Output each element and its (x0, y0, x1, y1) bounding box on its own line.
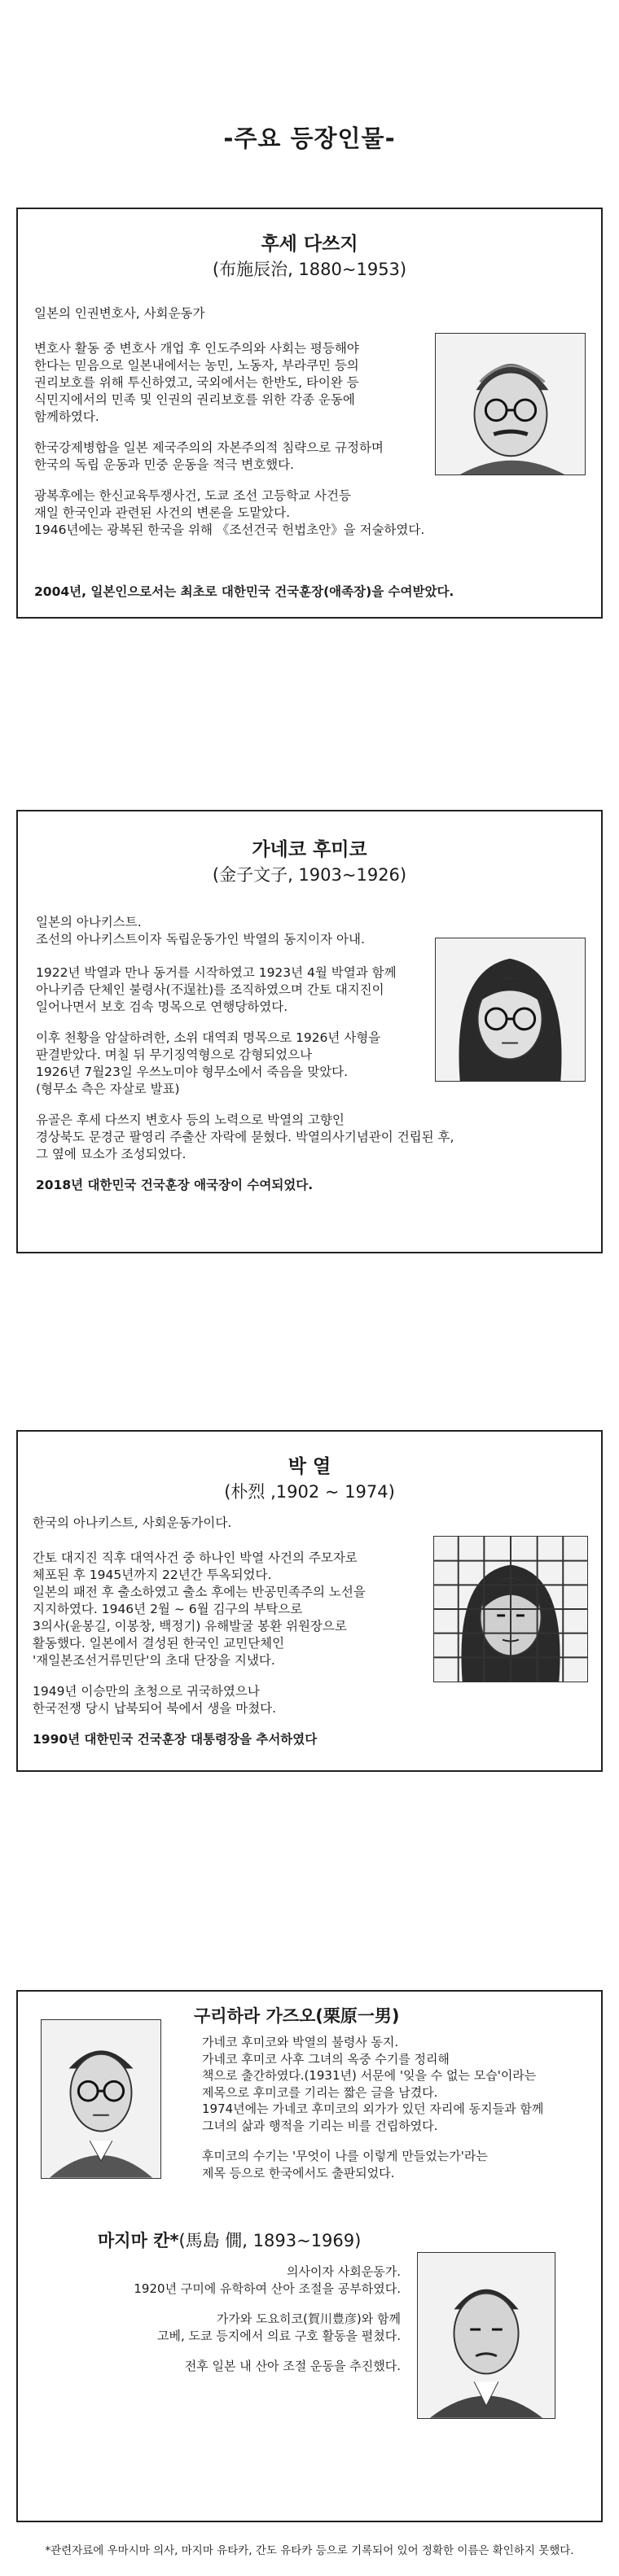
profile-name: 박 열 (288, 1456, 331, 1477)
profile-paragraph: 의사이자 사회운동가. 1920년 구미에 유학하여 산아 조절을 공부하였다. (134, 2264, 401, 2296)
award-text: 2004년, 일본인으로서는 최초로 대한민국 건국훈장(애족장)을 수여받았다. (34, 584, 454, 599)
page-title: -주요 등장인물- (223, 125, 396, 152)
profile-body (202, 2034, 593, 2195)
profile-subtitle: (布施辰治, 1880~1953) (212, 260, 407, 279)
profile-subtitle: (金子文子, 1903~1926) (212, 865, 407, 885)
profile-award (34, 584, 596, 614)
profile-paragraph: 간토 대지진 직후 대역사건 중 하나인 박열 사건의 주모자로 체포된 후 1945년까지 22년간 투옥되었다. 일본의 패전 후 출소하였고 출소 후에는 반공민족주의 노선을 지지하였다. 1946년 2월 ~ 6월 김구의 부탁으로 3의사(윤봉길, 이봉창, 백정기) 유해발굴 봉환 위원장으로 활동했다. 일본에서 결성된 한국인 교민단체인 '재일본조선거류민단'의 초대 단장을 지냈다. (33, 1550, 366, 1668)
portrait-kurihara-icon (41, 2019, 161, 2179)
profile-body (34, 305, 458, 553)
profile-box-park (16, 1430, 603, 1772)
profile-box-kaneko (16, 810, 603, 1253)
profile-paragraph: 한국강제병합을 일본 제국주의의 자본주의적 침략으로 규정하며 한국의 독립 운동과 민중 운동을 적극 변호했다. (34, 440, 384, 472)
profile-paragraph: 한국의 아나키스트, 사회운동가이다. (33, 1515, 232, 1530)
profile-body (33, 1515, 456, 1762)
portrait-fuse-icon (435, 333, 586, 475)
profile-body (50, 2263, 401, 2389)
portrait-kaneko-icon (435, 938, 586, 1082)
profile-paragraph: 일본의 인권변호사, 사회운동가 (34, 306, 205, 321)
profile-paragraph: 가가와 도요히코(賀川豊彦)와 함께 고베, 도쿄 등지에서 의료 구호 활동을 펼쳤다. (157, 2311, 401, 2343)
profile-paragraph: 변호사 활동 중 변호사 개업 후 인도주의와 사회는 평등해야 한다는 믿음으로 일본내에서는 농민, 노동자, 부라쿠민 등의 권리보호를 위해 투신하였고, 국외에서는 한반도, 타이완 등 식민지에서의 민족 및 인권의 권리보호를 위한 각종 운동에 함께하였다. (34, 341, 359, 424)
profile-name (98, 2228, 361, 2252)
profile-name-main: 마지마 칸* (98, 2231, 179, 2250)
footnote: *관련자료에 우마시마 의사, 마지마 유타카, 간도 유타카 등으로 기록되어 있어 정확한 이름은 확인하지 못했다. (45, 2544, 574, 2557)
profile-paragraph: 1922년 박열과 만나 동거를 시작하였고 1923년 4월 박열과 함께 아나키즘 단체인 불령사(不逞社)를 조직하였으며 간토 대지진이 일어나면서 보호 검속 명목으로 연행당하였다. (36, 965, 397, 1014)
profile-paragraph: 광복후에는 한신교육투쟁사건, 도쿄 조선 고등학교 사건등 재일 한국인과 관련된 사건의 변론을 도맡았다. 1946년에는 광복된 한국을 위해 《조선건국 헌법초안》을 저술하였다. (34, 488, 425, 537)
profile-paragraph: 유골은 후세 다쓰지 변호사 등의 노력으로 박열의 고향인 경상북도 문경군 팔영리 주출산 자락에 묻혔다. 박열의사기념관이 건립된 후, 그 옆에 묘소가 조성되었다. (36, 1113, 454, 1161)
profile-subtitle: (朴烈 ,1902 ~ 1974) (224, 1482, 395, 1502)
award-text: 2018년 대한민국 건국훈장 애국장이 수여되었다. (36, 1178, 314, 1192)
profile-name: 가네코 후미코 (252, 839, 367, 860)
profile-paragraph: 이후 천황을 암살하려한, 소위 대역죄 명목으로 1926년 사형을 판결받았다. 며칠 뒤 무기징역형으로 감형되었으나 1926년 7월23일 우쓰노미야 형무소에서 죽음을 맞았다. (형무소 측은 자살로 발표) (36, 1030, 381, 1096)
profile-paragraph: 일본의 아나키스트. 조선의 아나키스트이자 독립운동가인 박열의 동지이자 아내. (36, 915, 365, 947)
profile-name-rest: (馬島 僩, 1893~1969) (178, 2231, 362, 2250)
portrait-majima-icon (417, 2252, 555, 2419)
profile-box-kurihara-majima (16, 1990, 603, 2522)
award-text: 1990년 대한민국 건국훈장 대통령장을 추서하였다 (33, 1732, 318, 1747)
portrait-park-icon (433, 1536, 588, 1682)
profile-paragraph: 전후 일본 내 산아 조절 운동을 추진했다. (184, 2359, 401, 2373)
profile-paragraph: 가네코 후미코와 박열의 불령사 동지. 가네코 후미코 사후 그녀의 옥중 수기를 정리해 책으로 출간하였다.(1931년) 서문에 '잊을 수 없는 모습'이라는 제목으로 후미코를 기리는 짧은 글을 남겼다. 1974년에는 가네코 후미코의 외가가 있던 자리에 동지들과 함께 그녀의 삶과 행적을 기리는 비를 건립하였다. (202, 2035, 544, 2133)
profile-paragraph: 1949년 이승만의 초청으로 귀국하였으나 한국전쟁 당시 납북되어 북에서 생을 마쳤다. (33, 1684, 277, 1716)
profile-name: 구리하라 가즈오(栗原一男) (194, 2006, 400, 2026)
profile-paragraph: 후미코의 수기는 '무엇이 나를 이렇게 만들었는가'라는 제목 등으로 한국에서도 출판되었다. (202, 2149, 488, 2180)
profile-box-fuse (16, 208, 603, 619)
profile-name: 후세 다쓰지 (261, 234, 358, 255)
